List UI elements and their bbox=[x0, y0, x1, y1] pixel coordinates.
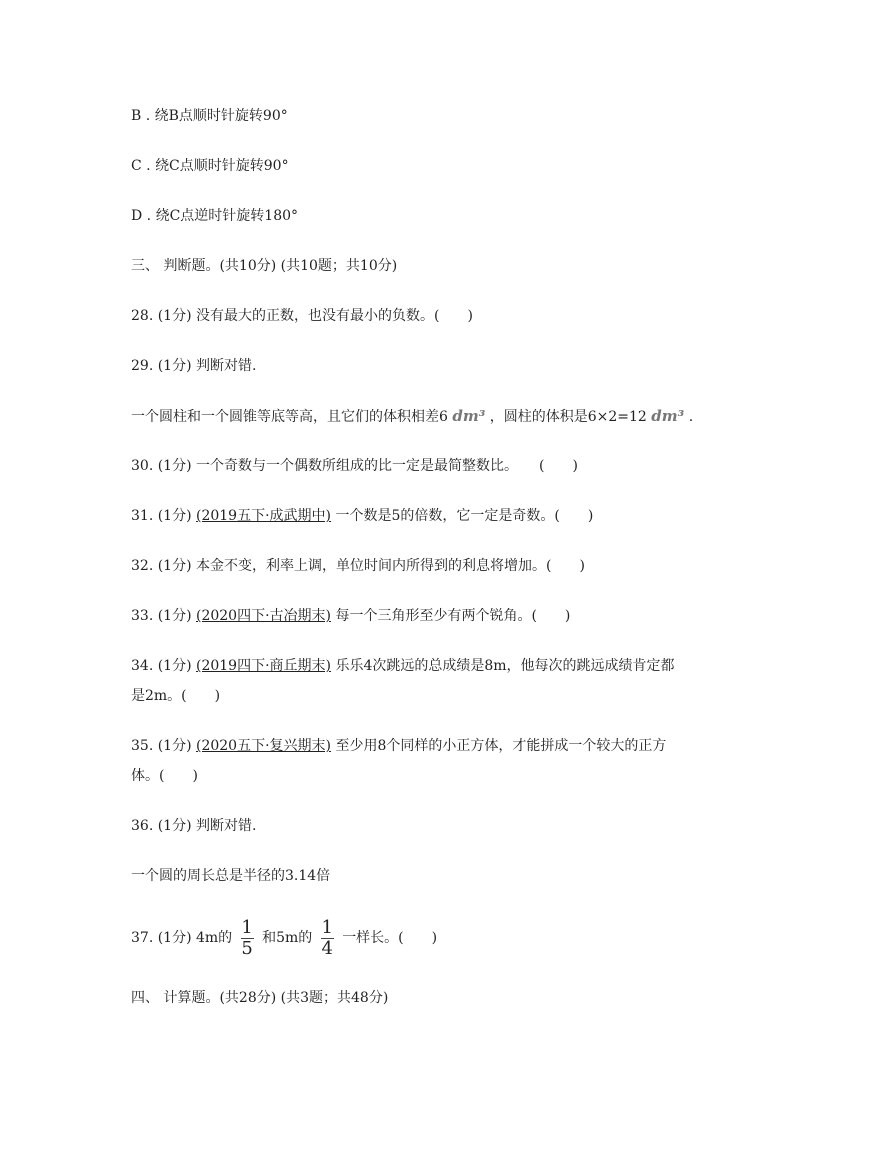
question-35-cont: 体。( ) bbox=[131, 768, 198, 784]
frac2-denominator: 4 bbox=[321, 937, 333, 959]
q33-source-link[interactable]: (2020四下·古冶期末) bbox=[196, 608, 332, 624]
question-30: 30. (1分) 一个奇数与一个偶数所组成的比一定是最简整数比。 ( ) bbox=[131, 458, 578, 474]
q37-mid: 和5m的 bbox=[262, 930, 313, 946]
q35-prefix: 35. (1分) bbox=[131, 738, 192, 754]
q29-end: . bbox=[688, 409, 694, 425]
q35-source-link[interactable]: (2020五下·复兴期末) bbox=[196, 738, 332, 754]
question-31 bbox=[131, 506, 593, 526]
fraction-one-fifth bbox=[241, 916, 254, 959]
question-33 bbox=[131, 606, 570, 626]
q33-text: 每一个三角形至少有两个锐角。( ) bbox=[335, 608, 571, 624]
question-35 bbox=[131, 736, 666, 756]
q34-text: 乐乐4次跳远的总成绩是8m，他每次的跳远成绩肯定都 bbox=[335, 658, 675, 674]
fraction-one-fourth bbox=[321, 916, 334, 959]
question-29-head: 29. (1分) 判断对错. bbox=[131, 358, 257, 374]
q37-end: 一样长。( ) bbox=[342, 930, 438, 946]
section-4-title: 四、 计算题。(共28分) (共3题；共48分) bbox=[131, 990, 389, 1006]
q37-prefix: 37. (1分) 4m的 bbox=[131, 930, 233, 946]
option-b: B . 绕B点顺时针旋转90° bbox=[131, 108, 288, 124]
question-28: 28. (1分) 没有最大的正数，也没有最小的负数。( ) bbox=[131, 308, 473, 324]
question-34-cont: 是2m。( ) bbox=[131, 688, 221, 704]
unit-dm3-1: dm³ bbox=[452, 407, 486, 425]
question-29-body bbox=[131, 406, 693, 427]
q35-text: 至少用8个同样的小正方体，才能拼成一个较大的正方 bbox=[335, 738, 667, 754]
section-3-title: 三、 判断题。(共10分) (共10题；共10分) bbox=[131, 258, 398, 274]
option-c: C . 绕C点顺时针旋转90° bbox=[131, 158, 289, 174]
frac1-numerator: 1 bbox=[241, 916, 253, 938]
question-32: 32. (1分) 本金不变，利率上调，单位时间内所得到的利息将增加。( ) bbox=[131, 558, 585, 574]
unit-dm3-2: dm³ bbox=[651, 407, 685, 425]
question-34 bbox=[131, 656, 675, 676]
question-37 bbox=[131, 918, 437, 958]
q29-body-b: ，圆柱的体积是6×2=12 bbox=[489, 409, 647, 425]
option-d: D . 绕C点逆时针旋转180° bbox=[131, 208, 299, 224]
q29-body-a: 一个圆柱和一个圆锥等底等高，且它们的体积相差6 bbox=[131, 409, 448, 425]
frac2-numerator: 1 bbox=[321, 916, 333, 938]
question-36-body: 一个圆的周长总是半径的3.14倍 bbox=[131, 868, 331, 884]
q34-prefix: 34. (1分) bbox=[131, 658, 192, 674]
frac1-denominator: 5 bbox=[241, 937, 253, 959]
question-36-head: 36. (1分) 判断对错. bbox=[131, 818, 257, 834]
q31-text: 一个数是5的倍数，它一定是奇数。( ) bbox=[335, 508, 594, 524]
q31-source-link[interactable]: (2019五下·成武期中) bbox=[196, 508, 332, 524]
q33-prefix: 33. (1分) bbox=[131, 608, 192, 624]
q31-prefix: 31. (1分) bbox=[131, 508, 192, 524]
q34-source-link[interactable]: (2019四下·商丘期末) bbox=[196, 658, 332, 674]
